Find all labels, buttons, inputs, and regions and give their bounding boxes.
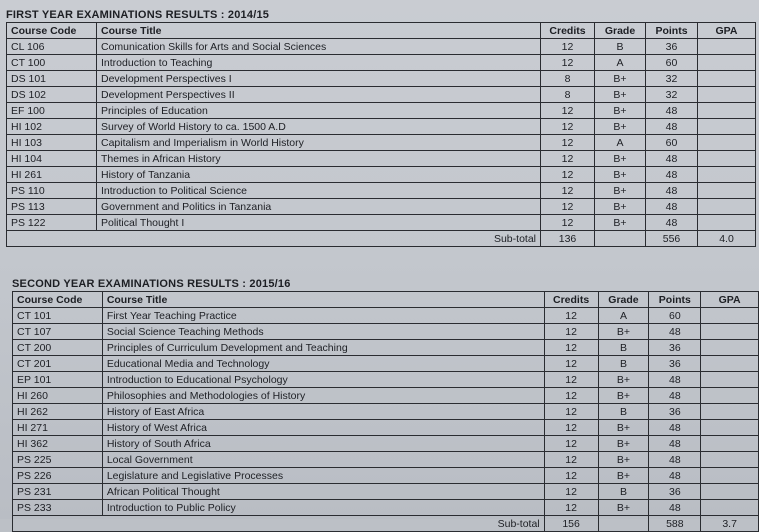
credits-cell: 12 <box>544 340 598 356</box>
gpa-value: 4.0 <box>698 231 756 247</box>
credits-cell: 12 <box>544 420 598 436</box>
course-title-cell: Capitalism and Imperialism in World History <box>97 135 541 151</box>
course-title-cell: History of West Africa <box>102 420 544 436</box>
credits-cell: 12 <box>544 468 598 484</box>
header-points: Points <box>649 292 701 308</box>
first-year-title: FIRST YEAR EXAMINATIONS RESULTS : 2014/15 <box>6 9 270 21</box>
course-code-cell: HI 104 <box>7 151 97 167</box>
points-cell: 60 <box>646 135 698 151</box>
course-code-cell: EF 100 <box>7 103 97 119</box>
course-code-cell: PS 122 <box>7 215 97 231</box>
subtotal-grade <box>598 516 649 532</box>
table-row <box>13 500 759 516</box>
second-year-title: SECOND YEAR EXAMINATIONS RESULTS : 2015/16 <box>12 278 291 290</box>
gpa-cell <box>698 135 756 151</box>
grade-cell: B <box>595 39 646 55</box>
gpa-cell <box>698 183 756 199</box>
grade-cell: B+ <box>595 87 646 103</box>
credits-cell: 12 <box>541 39 595 55</box>
points-cell: 48 <box>649 372 701 388</box>
subtotal-blank <box>7 231 97 247</box>
credits-cell: 12 <box>541 119 595 135</box>
course-title-cell: Social Science Teaching Methods <box>102 324 544 340</box>
grade-cell: B <box>598 404 649 420</box>
table-header-row <box>7 23 756 39</box>
header-grade: Grade <box>598 292 649 308</box>
header-credits: Credits <box>541 23 595 39</box>
course-title-cell: African Political Thought <box>102 484 544 500</box>
points-cell: 36 <box>649 404 701 420</box>
course-title-cell: Principles of Education <box>97 103 541 119</box>
points-cell: 48 <box>649 420 701 436</box>
gpa-cell <box>701 500 759 516</box>
subtotal-grade <box>595 231 646 247</box>
table-row <box>13 372 759 388</box>
grade-cell: B+ <box>595 167 646 183</box>
table-row <box>13 308 759 324</box>
credits-cell: 12 <box>544 356 598 372</box>
second-year-section <box>12 277 759 532</box>
grade-cell: A <box>595 55 646 71</box>
table-row <box>7 71 756 87</box>
course-title-cell: First Year Teaching Practice <box>102 308 544 324</box>
course-title-cell: Government and Politics in Tanzania <box>97 199 541 215</box>
course-code-cell: HI 262 <box>13 404 103 420</box>
credits-cell: 12 <box>544 452 598 468</box>
table-header-row <box>13 292 759 308</box>
grade-cell: B <box>598 484 649 500</box>
points-cell: 48 <box>646 103 698 119</box>
points-cell: 48 <box>649 388 701 404</box>
points-cell: 48 <box>649 452 701 468</box>
points-cell: 48 <box>646 199 698 215</box>
points-cell: 32 <box>646 87 698 103</box>
gpa-cell <box>701 452 759 468</box>
course-code-cell: DS 102 <box>7 87 97 103</box>
credits-cell: 12 <box>541 55 595 71</box>
gpa-cell <box>701 436 759 452</box>
first-year-table <box>6 22 756 247</box>
gpa-cell <box>698 55 756 71</box>
course-title-cell: Development Perspectives II <box>97 87 541 103</box>
subtotal-label: Sub-total <box>97 231 541 247</box>
table-row <box>7 183 756 199</box>
credits-cell: 12 <box>541 215 595 231</box>
header-gpa: GPA <box>701 292 759 308</box>
course-code-cell: CT 107 <box>13 324 103 340</box>
grade-cell: B <box>598 356 649 372</box>
course-code-cell: PS 226 <box>13 468 103 484</box>
course-title-cell: Philosophies and Methodologies of History <box>102 388 544 404</box>
table-row <box>13 468 759 484</box>
subtotal-row <box>13 516 759 532</box>
credits-cell: 12 <box>544 484 598 500</box>
grade-cell: B+ <box>598 452 649 468</box>
grade-cell: B <box>598 340 649 356</box>
course-title-cell: Introduction to Political Science <box>97 183 541 199</box>
grade-cell: B+ <box>595 199 646 215</box>
table-row <box>13 404 759 420</box>
points-cell: 48 <box>646 167 698 183</box>
course-code-cell: HI 260 <box>13 388 103 404</box>
course-title-cell: Educational Media and Technology <box>102 356 544 372</box>
grade-cell: A <box>595 135 646 151</box>
points-cell: 48 <box>649 500 701 516</box>
table-row <box>13 388 759 404</box>
course-code-cell: CT 201 <box>13 356 103 372</box>
subtotal-points: 588 <box>649 516 701 532</box>
credits-cell: 12 <box>541 103 595 119</box>
course-code-cell: HI 261 <box>7 167 97 183</box>
gpa-cell <box>701 340 759 356</box>
course-code-cell: HI 103 <box>7 135 97 151</box>
subtotal-label: Sub-total <box>102 516 544 532</box>
table-row <box>7 119 756 135</box>
header-points: Points <box>646 23 698 39</box>
course-title-cell: Themes in African History <box>97 151 541 167</box>
course-title-cell: Introduction to Educational Psychology <box>102 372 544 388</box>
gpa-cell <box>698 167 756 183</box>
credits-cell: 12 <box>544 404 598 420</box>
table-row <box>7 151 756 167</box>
header-course-code: Course Code <box>13 292 103 308</box>
gpa-cell <box>698 87 756 103</box>
course-code-cell: HI 102 <box>7 119 97 135</box>
course-title-cell: Legislature and Legislative Processes <box>102 468 544 484</box>
header-course-code: Course Code <box>7 23 97 39</box>
gpa-cell <box>701 372 759 388</box>
first-year-section <box>6 8 756 247</box>
table-row <box>7 167 756 183</box>
grade-cell: B+ <box>595 119 646 135</box>
course-code-cell: PS 231 <box>13 484 103 500</box>
credits-cell: 12 <box>541 167 595 183</box>
credits-cell: 8 <box>541 71 595 87</box>
table-row <box>7 215 756 231</box>
second-year-table <box>12 291 759 532</box>
table-row <box>13 356 759 372</box>
table-row <box>7 199 756 215</box>
credits-cell: 12 <box>544 372 598 388</box>
gpa-cell <box>698 71 756 87</box>
course-code-cell: PS 233 <box>13 500 103 516</box>
course-title-cell: Development Perspectives I <box>97 71 541 87</box>
grade-cell: B+ <box>598 500 649 516</box>
course-title-cell: Political Thought I <box>97 215 541 231</box>
grade-cell: B+ <box>595 71 646 87</box>
gpa-cell <box>701 420 759 436</box>
course-code-cell: PS 110 <box>7 183 97 199</box>
table-row <box>13 452 759 468</box>
grade-cell: B+ <box>598 420 649 436</box>
gpa-cell <box>698 199 756 215</box>
grade-cell: B+ <box>598 388 649 404</box>
credits-cell: 8 <box>541 87 595 103</box>
points-cell: 32 <box>646 71 698 87</box>
course-code-cell: CT 101 <box>13 308 103 324</box>
grade-cell: B+ <box>595 103 646 119</box>
course-code-cell: CT 200 <box>13 340 103 356</box>
grade-cell: A <box>598 308 649 324</box>
table-row <box>7 39 756 55</box>
points-cell: 36 <box>649 356 701 372</box>
course-title-cell: Introduction to Public Policy <box>102 500 544 516</box>
table-row <box>7 135 756 151</box>
course-title-cell: Introduction to Teaching <box>97 55 541 71</box>
course-code-cell: CL 106 <box>7 39 97 55</box>
course-title-cell: History of East Africa <box>102 404 544 420</box>
subtotal-points: 556 <box>646 231 698 247</box>
grade-cell: B+ <box>598 436 649 452</box>
course-title-cell: Local Government <box>102 452 544 468</box>
course-code-cell: PS 113 <box>7 199 97 215</box>
grade-cell: B+ <box>598 468 649 484</box>
credits-cell: 12 <box>541 135 595 151</box>
gpa-cell <box>701 468 759 484</box>
course-title-cell: History of South Africa <box>102 436 544 452</box>
header-gpa: GPA <box>698 23 756 39</box>
gpa-cell <box>698 103 756 119</box>
credits-cell: 12 <box>541 199 595 215</box>
points-cell: 36 <box>649 340 701 356</box>
gpa-cell <box>701 404 759 420</box>
credits-cell: 12 <box>541 151 595 167</box>
gpa-cell <box>698 39 756 55</box>
points-cell: 36 <box>649 484 701 500</box>
header-credits: Credits <box>544 292 598 308</box>
credits-cell: 12 <box>544 308 598 324</box>
header-course-title: Course Title <box>97 23 541 39</box>
points-cell: 48 <box>649 324 701 340</box>
grade-cell: B+ <box>598 324 649 340</box>
gpa-cell <box>698 119 756 135</box>
subtotal-row <box>7 231 756 247</box>
grade-cell: B+ <box>598 372 649 388</box>
grade-cell: B+ <box>595 215 646 231</box>
subtotal-credits: 156 <box>544 516 598 532</box>
gpa-cell <box>698 215 756 231</box>
subtotal-blank <box>13 516 103 532</box>
points-cell: 48 <box>649 468 701 484</box>
course-code-cell: PS 225 <box>13 452 103 468</box>
table-row <box>7 87 756 103</box>
course-code-cell: EP 101 <box>13 372 103 388</box>
credits-cell: 12 <box>544 324 598 340</box>
points-cell: 60 <box>649 308 701 324</box>
points-cell: 48 <box>649 436 701 452</box>
header-grade: Grade <box>595 23 646 39</box>
course-code-cell: CT 100 <box>7 55 97 71</box>
grade-cell: B+ <box>595 183 646 199</box>
gpa-cell <box>701 484 759 500</box>
points-cell: 48 <box>646 183 698 199</box>
header-course-title: Course Title <box>102 292 544 308</box>
course-code-cell: HI 362 <box>13 436 103 452</box>
gpa-cell <box>701 324 759 340</box>
points-cell: 48 <box>646 119 698 135</box>
gpa-cell <box>701 308 759 324</box>
course-title-cell: Survey of World History to ca. 1500 A.D <box>97 119 541 135</box>
gpa-value: 3.7 <box>701 516 759 532</box>
points-cell: 48 <box>646 215 698 231</box>
course-title-cell: History of Tanzania <box>97 167 541 183</box>
credits-cell: 12 <box>544 436 598 452</box>
table-row <box>13 436 759 452</box>
credits-cell: 12 <box>541 183 595 199</box>
points-cell: 48 <box>646 151 698 167</box>
course-title-cell: Comunication Skills for Arts and Social Sciences <box>97 39 541 55</box>
credits-cell: 12 <box>544 500 598 516</box>
course-code-cell: HI 271 <box>13 420 103 436</box>
points-cell: 60 <box>646 55 698 71</box>
table-row <box>7 103 756 119</box>
course-title-cell: Principles of Curriculum Development and Teaching <box>102 340 544 356</box>
gpa-cell <box>701 388 759 404</box>
course-code-cell: DS 101 <box>7 71 97 87</box>
grade-cell: B+ <box>595 151 646 167</box>
gpa-cell <box>698 151 756 167</box>
table-row <box>7 55 756 71</box>
table-row <box>13 340 759 356</box>
points-cell: 36 <box>646 39 698 55</box>
table-row <box>13 324 759 340</box>
table-row <box>13 420 759 436</box>
subtotal-credits: 136 <box>541 231 595 247</box>
credits-cell: 12 <box>544 388 598 404</box>
table-row <box>13 484 759 500</box>
gpa-cell <box>701 356 759 372</box>
